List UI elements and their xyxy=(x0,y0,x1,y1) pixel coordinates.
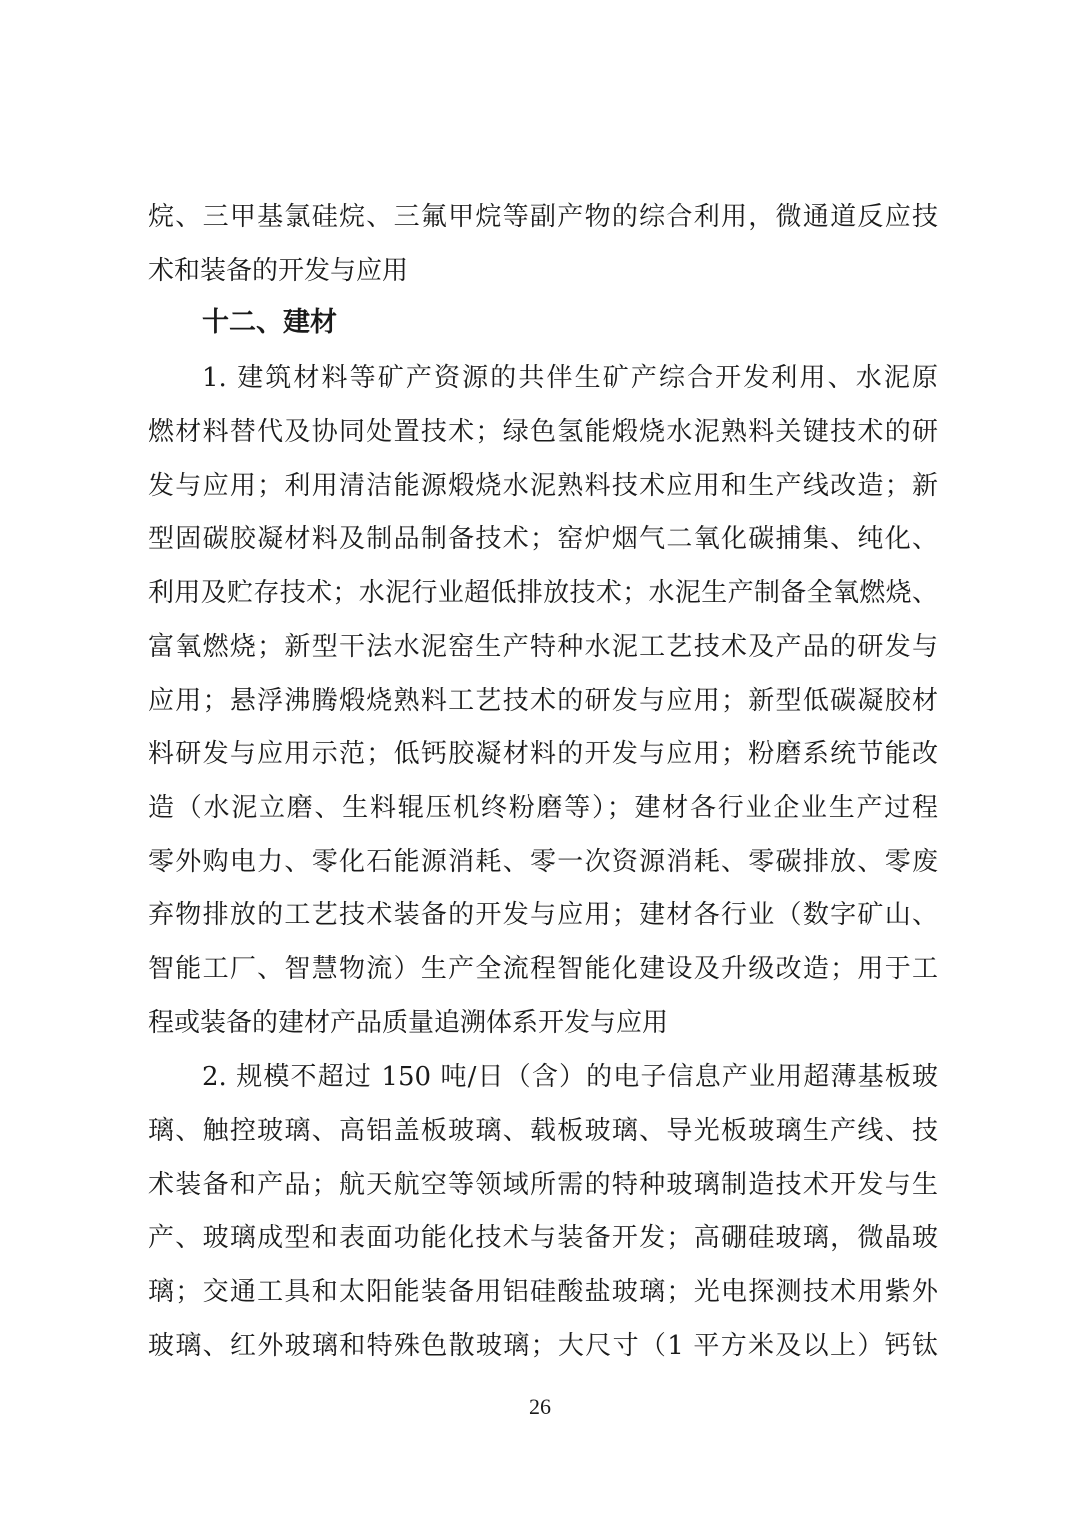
paragraph-line: 产、玻璃成型和表面功能化技术与装备开发；高硼硅玻璃，微晶玻 xyxy=(148,1223,938,1253)
item-1-first-line: 1. 建筑材料等矿产资源的共伴生矿产综合开发利用、水泥原 xyxy=(202,363,938,393)
paragraph-line: 程或装备的建材产品质量追溯体系开发与应用 xyxy=(148,1008,669,1038)
item-2-first-line: 2. 规模不超过 150 吨/日（含）的电子信息产业用超薄基板玻 xyxy=(202,1062,938,1092)
paragraph-line: 璃；交通工具和太阳能装备用铝硅酸盐玻璃；光电探测技术用紫外 xyxy=(148,1277,938,1307)
paragraph-line: 发与应用；利用清洁能源煅烧水泥熟料技术应用和生产线改造；新 xyxy=(148,471,938,501)
paragraph-line: 智能工厂、智慧物流）生产全流程智能化建设及升级改造；用于工 xyxy=(148,954,938,984)
paragraph-line: 玻璃、红外玻璃和特殊色散玻璃；大尺寸（1 平方米及以上）钙钛 xyxy=(148,1331,938,1361)
paragraph-line: 术和装备的开发与应用 xyxy=(148,256,409,286)
paragraph-line: 术装备和产品；航天航空等领域所需的特种玻璃制造技术开发与生 xyxy=(148,1170,938,1200)
paragraph-line: 弃物排放的工艺技术装备的开发与应用；建材各行业（数字矿山、 xyxy=(148,900,938,930)
paragraph-line: 造（水泥立磨、生料辊压机终粉磨等）；建材各行业企业生产过程 xyxy=(148,793,938,823)
paragraph-line: 燃材料替代及协同处置技术；绿色氢能煅烧水泥熟料关键技术的研 xyxy=(148,417,938,447)
paragraph-line: 零外购电力、零化石能源消耗、零一次资源消耗、零碳排放、零废 xyxy=(148,847,938,877)
paragraph-line: 利用及贮存技术；水泥行业超低排放技术；水泥生产制备全氧燃烧、 xyxy=(148,578,938,608)
page-number: 26 xyxy=(529,1394,551,1419)
paragraph-line: 型固碳胶凝材料及制品制备技术；窑炉烟气二氧化碳捕集、纯化、 xyxy=(148,524,938,554)
paragraph-line: 料研发与应用示范；低钙胶凝材料的开发与应用；粉磨系统节能改 xyxy=(148,739,938,769)
paragraph-line: 富氧燃烧；新型干法水泥窑生产特种水泥工艺技术及产品的研发与 xyxy=(148,632,938,662)
paragraph-line: 烷、三甲基氯硅烷、三氟甲烷等副产物的综合利用，微通道反应技 xyxy=(148,202,938,232)
section-heading: 十二、建材 xyxy=(202,307,337,338)
paragraph-line: 应用；悬浮沸腾煅烧熟料工艺技术的研发与应用；新型低碳凝胶材 xyxy=(148,686,938,716)
paragraph-line: 璃、触控玻璃、高铝盖板玻璃、载板玻璃、导光板玻璃生产线、技 xyxy=(148,1116,938,1146)
